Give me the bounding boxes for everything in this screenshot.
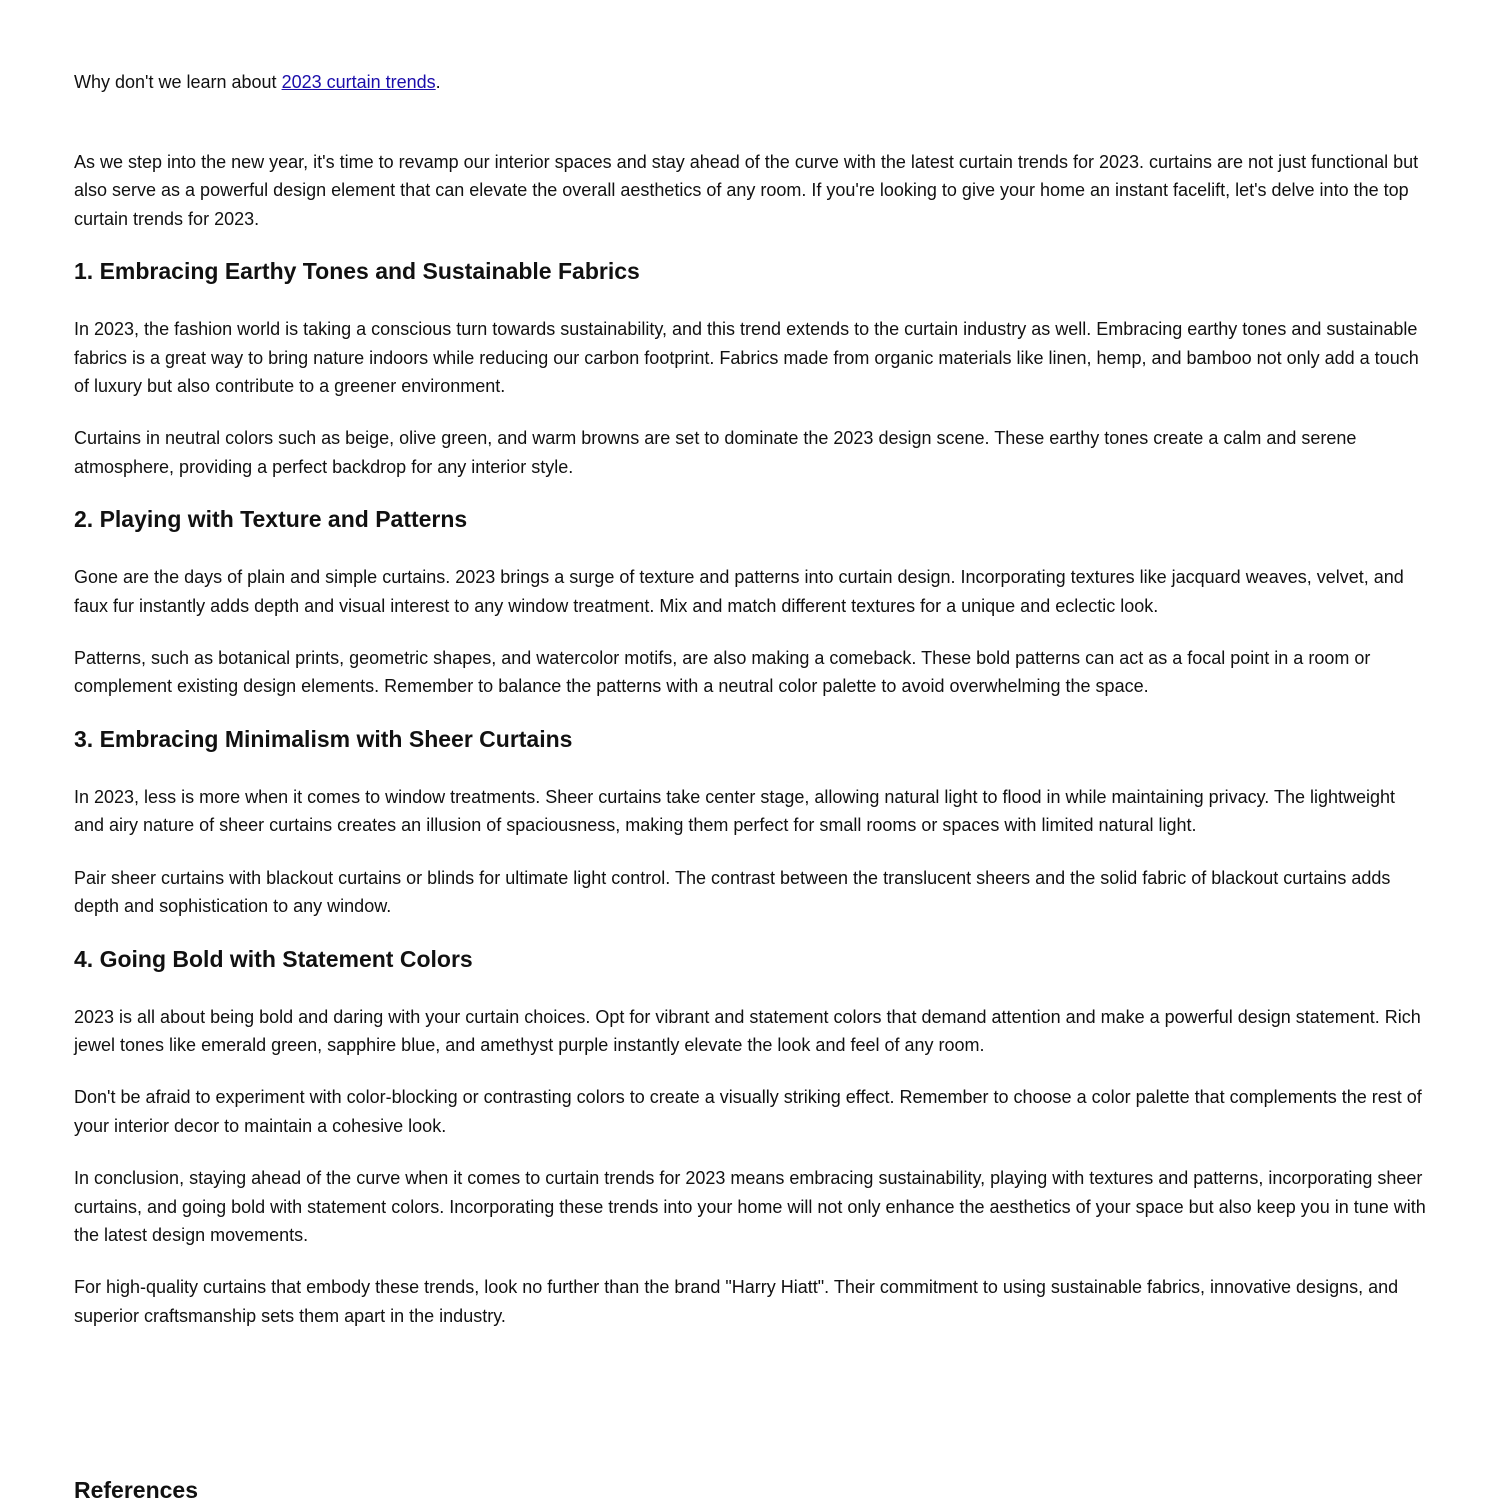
intro-suffix: .: [435, 72, 441, 92]
section-paragraph: 2023 is all about being bold and daring with your curtain choices. Opt for vibrant and statement colors that demand attention and make a powerful design statement. Rich jewel tones like emerald green, sapphire blue, and amethyst purple instantly elevate the look and feel of any room.: [74, 1006, 1421, 1055]
section-paragraph: In 2023, less is more when it comes to window treatments. Sheer curtains take center stage, allowing natural light to flood in while maintaining privacy. The lightweight and airy nature of sheer curtains creates an illusion of spaciousness, making them perfect for small rooms or spaces with limited natural light.: [74, 786, 1396, 836]
opening-paragraph: As we step into the new year, it's time to revamp our interior spaces and stay ahead of the curve with the latest curtain trends for 2023. curtains are not just functional but also serve as a powerful design element that can elevate the overall aesthetics of any room. If you're looking to give your home an instant facelift, let's delve into the top curtain trends for 2023.: [74, 152, 1419, 229]
section-heading-texture-patterns: 2. Playing with Texture and Patterns: [74, 506, 468, 533]
intro-prefix: Why don't we learn about: [74, 72, 282, 92]
section-paragraph: Pair sheer curtains with blackout curtains or blinds for ultimate light control. The contrast between the translucent sheers and the solid fabric of blackout curtains adds depth and sophistication to any window.: [74, 867, 1391, 917]
section-paragraph: Curtains in neutral colors such as beige, olive green, and warm browns are set to dominate the 2023 design scene. These earthy tones create a calm and serene atmosphere, providing a perfect backdrop for any interior style.: [74, 428, 1357, 477]
intro-line: [74, 70, 441, 94]
closing-paragraph: For high-quality curtains that embody these trends, look no further than the brand "Harry Hiatt". Their commitment to using sustainable fabrics, innovative designs, and superior craftsmanship sets them apart in the industry.: [74, 1277, 1399, 1326]
section-paragraph: Patterns, such as botanical prints, geometric shapes, and watercolor motifs, are also making a comeback. These bold patterns can act as a focal point in a room or complement existing design elements. Remember to balance the patterns with a neutral color palette to avoid overwhelming the space.: [74, 648, 1371, 697]
article-body: [74, 148, 1426, 1354]
section-paragraph: Don't be afraid to experiment with color-blocking or contrasting colors to create a visually striking effect. Remember to choose a color palette that complements the rest of your interior decor to maintain a cohesive look.: [74, 1087, 1422, 1136]
conclusion-paragraph: In conclusion, staying ahead of the curve when it comes to curtain trends for 2023 means embracing sustainability, playing with textures and patterns, incorporating sheer curtains, and going bold with statement colors. Incorporating these trends into your home will not only enhance the aesthetics of your space but also keep you in tune with the latest design movements.: [74, 1168, 1426, 1245]
section-heading-statement-colors: 4. Going Bold with Statement Colors: [74, 945, 473, 972]
section-paragraph: In 2023, the fashion world is taking a conscious turn towards sustainability, and this trend extends to the curtain industry as well. Embracing earthy tones and sustainable fabrics is a great way to bring nature indoors while reducing our carbon footprint. Fabrics made from organic materials like linen, hemp, and bamboo not only add a touch of luxury but also contribute to a greener environment.: [74, 319, 1419, 397]
curtain-trends-link[interactable]: 2023 curtain trends: [281, 72, 436, 92]
section-heading-earthy-tones: 1. Embracing Earthy Tones and Sustainable Fabrics: [74, 258, 640, 285]
section-paragraph: Gone are the days of plain and simple curtains. 2023 brings a surge of texture and patterns into curtain design. Incorporating textures like jacquard weaves, velvet, and faux fur instantly adds depth and visual interest to any window treatment. Mix and match different textures for a unique and eclectic look.: [74, 567, 1404, 616]
section-heading-sheer-curtains: 3. Embracing Minimalism with Sheer Curtains: [74, 725, 573, 752]
references-heading: References: [74, 1477, 199, 1503]
